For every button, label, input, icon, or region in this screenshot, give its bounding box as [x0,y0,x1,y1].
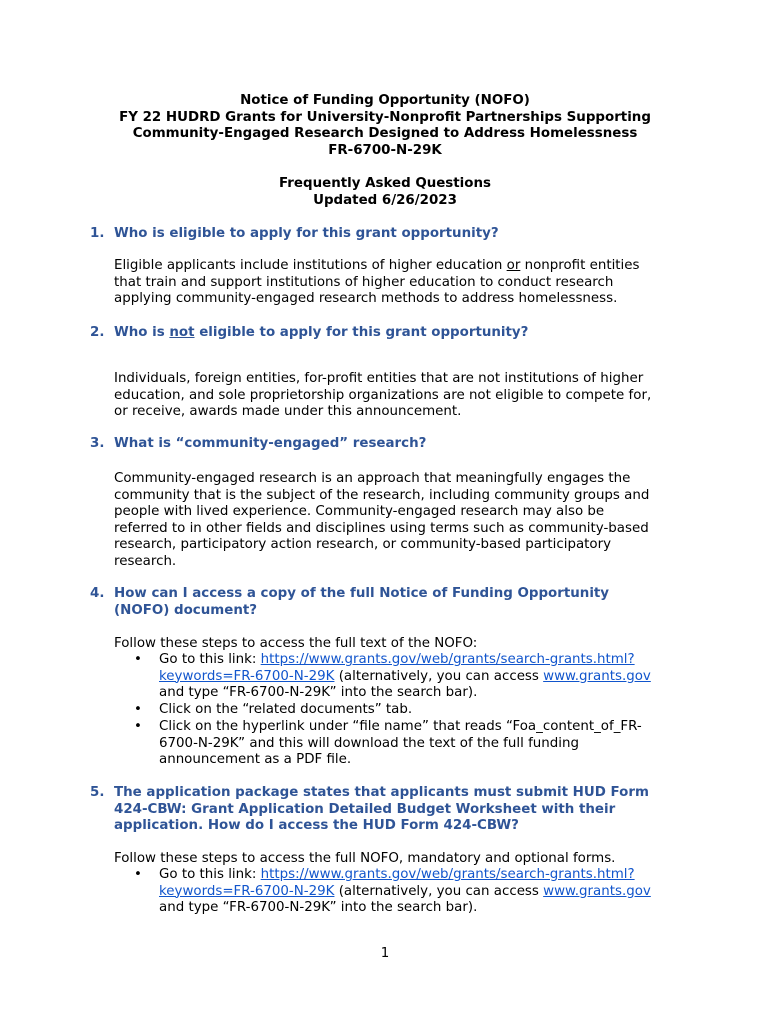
bullet-text: (alternatively, you can access [334,883,544,899]
question-2 [90,325,690,342]
bullet-text: Click on the hyperlink under “file name” that reads “Foa_content_of_FR- [159,719,642,734]
bullet-text: 6700-N-29K” and this will download the text of the full funding [159,735,579,751]
header-line-1: Notice of Funding Opportunity (NOFO) [240,93,530,108]
header-line-3: Community-Engaged Research Designed to Address Homelessness [132,126,638,142]
question-text: Who is [114,325,170,340]
answer-2 [114,371,694,421]
answer-line: research, participatory action research, or community-based participatory [114,537,612,553]
answer-line: that train and support institutions of higher education to conduct research [114,274,614,290]
bullet-text: Go to this link: [159,652,261,667]
answer-line: Individuals, foreign entities, for-profit entities that are not institutions of higher [114,371,644,386]
q4-bullet-3 [114,719,694,769]
question-number: 3. [90,436,105,451]
bullet-text: and type “FR-6700-N-29K” into the search bar). [159,685,478,701]
question-text: What is “community-engaged” research? [114,436,427,451]
answer-line: people with lived experience. Community-engaged research may also be [114,504,605,520]
question-1 [90,226,690,243]
faq-title: Frequently Asked Questions [279,176,491,191]
answer-line: Community-engaged research is an approach that meaningfully engages the [114,471,631,486]
question-text: application. How do I access the HUD Form 424-CBW? [114,818,519,834]
grants-gov-link[interactable]: www.grants.gov [543,668,651,684]
answer-3 [114,471,694,571]
emphasis-not: not [169,325,195,340]
bullet-text: and type “FR-6700-N-29K” into the search bar). [159,900,478,916]
question-text: The application package states that applicants must submit HUD Form [114,785,649,800]
faq-header [0,176,770,209]
answer-line: Follow these steps to access the full NOFO, mandatory and optional forms. [114,851,616,866]
question-text: Who is eligible to apply for this grant opportunity? [114,226,499,241]
question-number: 4. [90,586,105,601]
answer-line: research. [114,553,177,569]
q5-bullet-1 [114,867,694,917]
answer-5-intro [114,851,694,868]
question-3 [90,436,690,453]
question-number: 1. [90,226,105,241]
grants-search-link[interactable]: https://www.grants.gov/web/grants/search-grants.html? [260,652,635,667]
bullet-text: Go to this link: [159,867,261,882]
question-5 [90,785,690,835]
answer-1 [114,258,694,308]
question-text: How can I access a copy of the full Notice of Funding Opportunity [114,586,610,601]
header-line-4: FR-6700-N-29K [328,142,442,158]
answer-line: or receive, awards made under this announcement. [114,404,462,420]
question-number: 5. [90,785,105,800]
bullet-icon: • [134,702,142,717]
answer-line: referred to in other fields and disciplines using terms such as community-based [114,520,649,536]
question-text: (NOFO) document? [114,602,258,618]
bullet-text: Click on the “related documents” tab. [159,702,413,717]
bullet-icon: • [134,719,142,734]
answer-line: education, and sole proprietorship organizations are not eligible to compete for, [114,387,652,403]
page-number: 1 [380,946,390,961]
question-text: eligible to apply for this grant opportunity? [194,325,529,340]
grants-search-link-keywords[interactable]: keywords=FR-6700-N-29K [159,668,335,684]
bullet-text: announcement as a PDF file. [159,752,352,768]
answer-line: community that is the subject of the research, including community groups and [114,487,650,503]
answer-text: Eligible applicants include institutions of higher education [114,258,507,273]
question-number: 2. [90,325,105,340]
grants-gov-link[interactable]: www.grants.gov [543,883,651,899]
answer-4-intro [114,636,694,653]
question-text: 424-CBW: Grant Application Detailed Budget Worksheet with their [114,801,616,817]
document-header [0,93,770,159]
header-line-2: FY 22 HUDRD Grants for University-Nonprofit Partnerships Supporting [119,109,651,125]
updated-date: Updated 6/26/2023 [313,192,457,208]
question-4 [90,586,690,619]
answer-text: nonprofit entities [520,258,640,273]
emphasis-or: or [506,258,521,273]
answer-line: applying community-engaged research methods to address homelessness. [114,291,618,307]
answer-line: Follow these steps to access the full text of the NOFO: [114,636,478,651]
q4-bullet-1 [114,652,694,702]
bullet-icon: • [134,652,142,667]
bullet-icon: • [134,867,142,882]
grants-search-link[interactable]: https://www.grants.gov/web/grants/search-grants.html? [260,867,635,882]
bullet-text: (alternatively, you can access [334,668,544,684]
q4-bullet-2 [114,702,694,719]
grants-search-link-keywords[interactable]: keywords=FR-6700-N-29K [159,883,335,899]
